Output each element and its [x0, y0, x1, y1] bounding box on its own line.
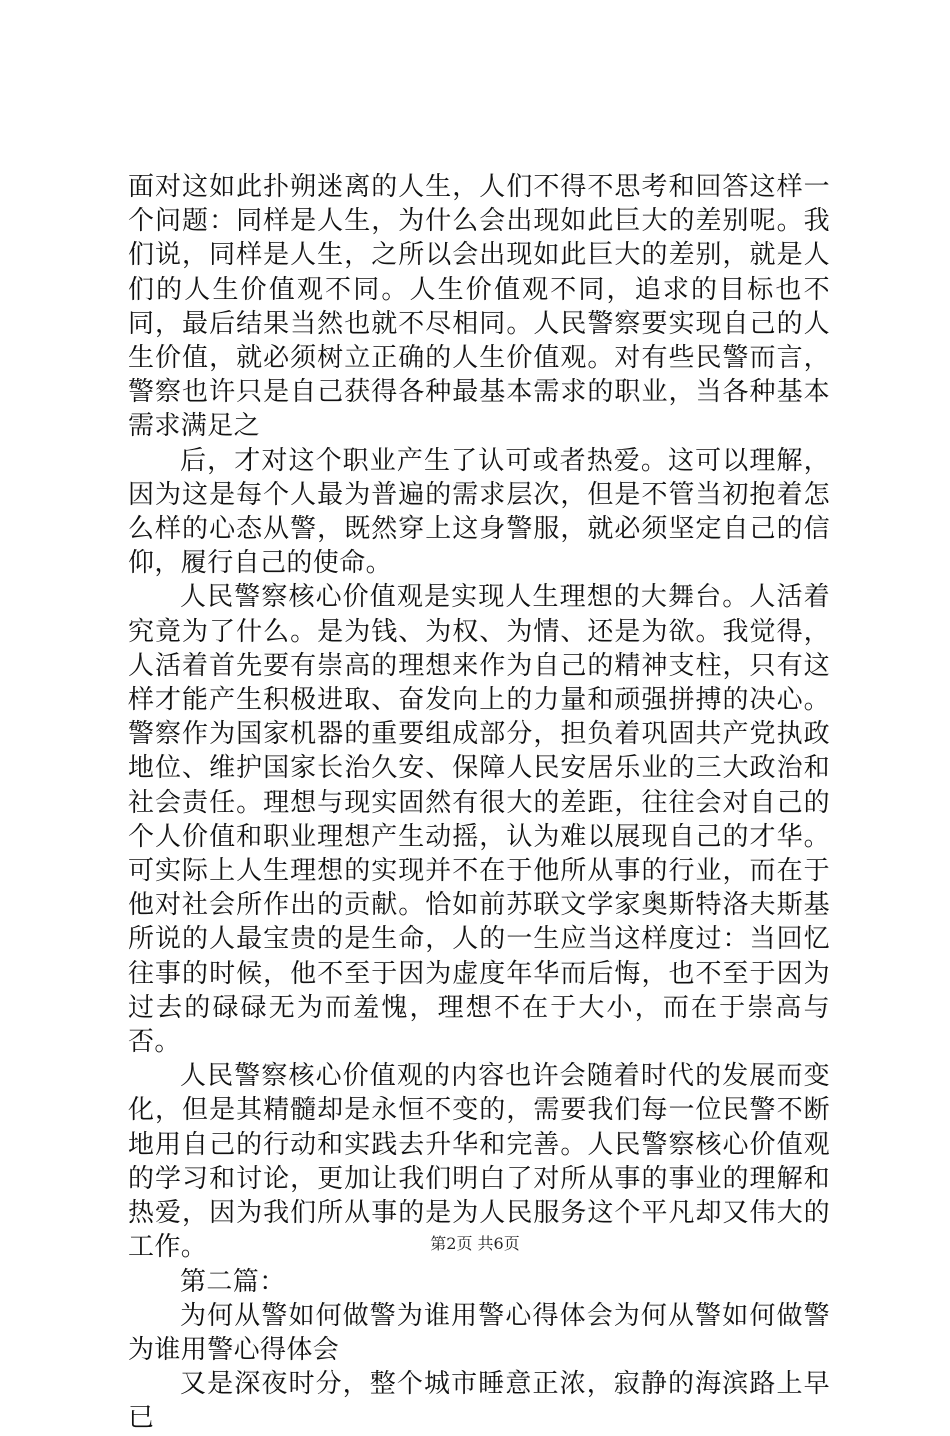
section-title: 为何从警如何做警为谁用警心得体会为何从警如何做警为谁用警心得体会	[128, 1300, 830, 1365]
paragraph-4: 人民警察核心价值观的内容也许会随着时代的发展而变化，但是其精髓却是永恒不变的，需要我们每一位民警不断地用自己的行动和实践去升华和完善。人民警察核心价值观的学习和讨论，更加让我们明白了对所从事的事业的理解和热爱，因为我们所从事的是为人民服务这个平凡却又伟大的工作。	[128, 1061, 830, 1263]
section-heading: 第二篇：	[180, 1266, 286, 1297]
paragraph-3: 人民警察核心价值观是实现人生理想的大舞台。人活着究竟为了什么。是为钱、为权、为情、还是为欲。我觉得，人活着首先要有崇高的理想来作为自己的精神支柱，只有这样才能产生积极进取、奋发向上的力量和顽强拼搏的决心。警察作为国家机器的重要组成部分，担负着巩固共产党执政地位、维护国家长治久安、保障人民安居乐业的三大政治和社会责任。理想与现实固然有很大的差距，往往会对自己的个人价值和职业理想产生动摇，认为难以展现自己的才华。可实际上人生理想的实现并不在于他所从事的行业，而在于他对社会所作出的贡献。恰如前苏联文学家奥斯特洛夫斯基所说的人最宝贵的是生命，人的一生应当这样度过：当回忆往事的时候，他不至于因为虚度年华而后悔，也不至于因为过去的碌碌无为而羞愧，理想不在于大小，而在于崇高与否。	[128, 582, 830, 1058]
paragraph-1: 面对这如此扑朔迷离的人生，人们不得不思考和回答这样一个问题：同样是人生，为什么会出现如此巨大的差别呢。我们说，同样是人生，之所以会出现如此巨大的差别，就是人们的人生价值观不同。人生价值观不同，追求的目标也不同，最后结果当然也就不尽相同。人民警察要实现自己的人生价值，就必须树立正确的人生价值观。对有些民警而言，警察也许只是自己获得各种最基本需求的职业，当各种基本需求满足之	[128, 172, 830, 442]
page-footer: 第2页 共6页	[430, 1234, 520, 1253]
paragraph-7: 又是深夜时分，整个城市睡意正浓，寂静的海滨路上早已	[128, 1369, 830, 1434]
paragraph-2: 后，才对这个职业产生了认可或者热爱。这可以理解，因为这是每个人最为普遍的需求层次，但是不管当初抱着怎么样的心态从警，既然穿上这身警服，就必须坚定自己的信仰，履行自己的使命。	[128, 445, 830, 579]
